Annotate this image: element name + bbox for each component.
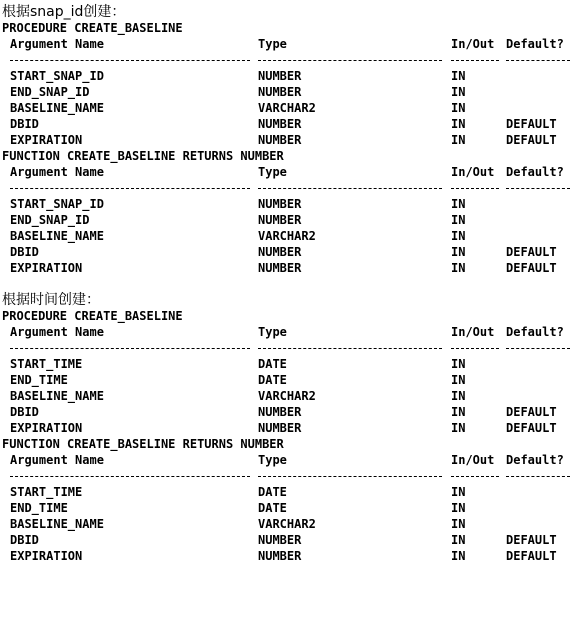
- argument-inout: IN: [451, 389, 466, 403]
- table-row: [2, 388, 571, 404]
- table-row: [2, 100, 571, 116]
- column-header-inout: In/Out: [451, 165, 495, 179]
- column-header-type: Type: [258, 325, 287, 339]
- separator-argument: [10, 476, 250, 477]
- argument-inout: IN: [451, 373, 466, 387]
- argument-name: BASELINE_NAME: [10, 101, 104, 115]
- argument-inout: IN: [451, 533, 466, 547]
- argument-type: NUMBER: [258, 261, 302, 275]
- column-header-argument: Argument Name: [10, 165, 104, 179]
- argument-type: NUMBER: [258, 117, 302, 131]
- column-header-argument: Argument Name: [10, 37, 104, 51]
- column-header-type: Type: [258, 165, 287, 179]
- column-header-default: Default?: [506, 453, 564, 467]
- argument-default: DEFAULT: [506, 261, 557, 275]
- table-row: [2, 84, 571, 100]
- argument-type: NUMBER: [258, 245, 302, 259]
- argument-name: BASELINE_NAME: [10, 517, 104, 531]
- argument-inout: IN: [451, 213, 466, 227]
- argument-name: END_TIME: [10, 501, 68, 515]
- separator-type: [258, 60, 442, 61]
- separator-type: [258, 476, 442, 477]
- argument-inout: IN: [451, 549, 466, 563]
- argument-inout: IN: [451, 421, 466, 435]
- argument-inout: IN: [451, 85, 466, 99]
- argument-name: BASELINE_NAME: [10, 389, 104, 403]
- separator-line: [2, 52, 571, 68]
- argument-type: DATE: [258, 485, 287, 499]
- separator-default: [506, 188, 570, 189]
- argument-inout: IN: [451, 405, 466, 419]
- column-header-inout: In/Out: [451, 325, 495, 339]
- argument-inout: IN: [451, 117, 466, 131]
- column-header-argument: Argument Name: [10, 453, 104, 467]
- section-heading: 根据snap_id创建：: [2, 4, 126, 20]
- table-row: [2, 196, 571, 212]
- column-header-default: Default?: [506, 325, 564, 339]
- argument-default: DEFAULT: [506, 421, 557, 435]
- separator-line: [2, 468, 571, 484]
- table-row: [2, 484, 571, 500]
- argument-inout: IN: [451, 245, 466, 259]
- argument-inout: IN: [451, 197, 466, 211]
- block-title: PROCEDURE CREATE_BASELINE: [2, 21, 183, 35]
- argument-type: VARCHAR2: [258, 229, 316, 243]
- argument-type: DATE: [258, 357, 287, 371]
- table-row: [2, 212, 571, 228]
- table-header: [2, 164, 571, 180]
- column-header-inout: In/Out: [451, 37, 495, 51]
- table-row: [2, 500, 571, 516]
- argument-name: START_SNAP_ID: [10, 69, 104, 83]
- argument-type: NUMBER: [258, 213, 302, 227]
- table-row: [2, 116, 571, 132]
- column-header-type: Type: [258, 37, 287, 51]
- block-title: FUNCTION CREATE_BASELINE RETURNS NUMBER: [2, 149, 284, 163]
- argument-inout: IN: [451, 261, 466, 275]
- argument-type: NUMBER: [258, 85, 302, 99]
- table-row: [2, 68, 571, 84]
- argument-default: DEFAULT: [506, 549, 557, 563]
- table-row: [2, 404, 571, 420]
- argument-inout: IN: [451, 485, 466, 499]
- argument-inout: IN: [451, 501, 466, 515]
- block-title: FUNCTION CREATE_BASELINE RETURNS NUMBER: [2, 437, 284, 451]
- separator-line: [2, 180, 571, 196]
- table-row: [2, 260, 571, 276]
- argument-inout: IN: [451, 101, 466, 115]
- argument-name: START_TIME: [10, 485, 83, 499]
- separator-line: [2, 340, 571, 356]
- table-row: [2, 228, 571, 244]
- blank-line: [2, 276, 571, 292]
- separator-default: [506, 348, 570, 349]
- argument-type: NUMBER: [258, 197, 302, 211]
- argument-type: NUMBER: [258, 69, 302, 83]
- argument-type: VARCHAR2: [258, 517, 316, 531]
- argument-type: VARCHAR2: [258, 101, 316, 115]
- argument-name: START_TIME: [10, 357, 83, 371]
- column-header-type: Type: [258, 453, 287, 467]
- table-header: [2, 452, 571, 468]
- separator-inout: [451, 476, 499, 477]
- table-header: [2, 324, 571, 340]
- section-heading: 根据时间创建：: [2, 292, 100, 308]
- table-row: [2, 372, 571, 388]
- separator-type: [258, 348, 442, 349]
- argument-name: END_TIME: [10, 373, 68, 387]
- argument-name: DBID: [10, 533, 39, 547]
- table-row: [2, 516, 571, 532]
- argument-name: EXPIRATION: [10, 133, 83, 147]
- argument-name: EXPIRATION: [10, 421, 83, 435]
- argument-name: EXPIRATION: [10, 549, 83, 563]
- argument-name: DBID: [10, 245, 39, 259]
- column-header-default: Default?: [506, 165, 564, 179]
- argument-default: DEFAULT: [506, 245, 557, 259]
- argument-inout: IN: [451, 229, 466, 243]
- block-title: PROCEDURE CREATE_BASELINE: [2, 309, 183, 323]
- argument-default: DEFAULT: [506, 117, 557, 131]
- separator-argument: [10, 60, 250, 61]
- table-row: [2, 132, 571, 148]
- separator-type: [258, 188, 442, 189]
- table-row: [2, 244, 571, 260]
- separator-argument: [10, 188, 250, 189]
- argument-type: NUMBER: [258, 533, 302, 547]
- table-header: [2, 36, 571, 52]
- column-header-default: Default?: [506, 37, 564, 51]
- argument-type: VARCHAR2: [258, 389, 316, 403]
- argument-name: EXPIRATION: [10, 261, 83, 275]
- argument-name: START_SNAP_ID: [10, 197, 104, 211]
- table-row: [2, 532, 571, 548]
- argument-inout: IN: [451, 517, 466, 531]
- argument-type: NUMBER: [258, 133, 302, 147]
- separator-inout: [451, 188, 499, 189]
- argument-type: DATE: [258, 373, 287, 387]
- separator-inout: [451, 60, 499, 61]
- table-row: [2, 356, 571, 372]
- argument-type: NUMBER: [258, 421, 302, 435]
- table-row: [2, 420, 571, 436]
- argument-name: DBID: [10, 117, 39, 131]
- argument-name: END_SNAP_ID: [10, 213, 90, 227]
- separator-argument: [10, 348, 250, 349]
- argument-inout: IN: [451, 357, 466, 371]
- argument-default: DEFAULT: [506, 533, 557, 547]
- separator-default: [506, 476, 570, 477]
- argument-name: END_SNAP_ID: [10, 85, 90, 99]
- separator-inout: [451, 348, 499, 349]
- argument-default: DEFAULT: [506, 405, 557, 419]
- argument-type: NUMBER: [258, 405, 302, 419]
- argument-default: DEFAULT: [506, 133, 557, 147]
- argument-name: BASELINE_NAME: [10, 229, 104, 243]
- argument-name: DBID: [10, 405, 39, 419]
- separator-default: [506, 60, 570, 61]
- column-header-argument: Argument Name: [10, 325, 104, 339]
- column-header-inout: In/Out: [451, 453, 495, 467]
- argument-inout: IN: [451, 133, 466, 147]
- argument-type: NUMBER: [258, 549, 302, 563]
- table-row: [2, 548, 571, 564]
- argument-type: DATE: [258, 501, 287, 515]
- document-body: [2, 4, 571, 564]
- argument-inout: IN: [451, 69, 466, 83]
